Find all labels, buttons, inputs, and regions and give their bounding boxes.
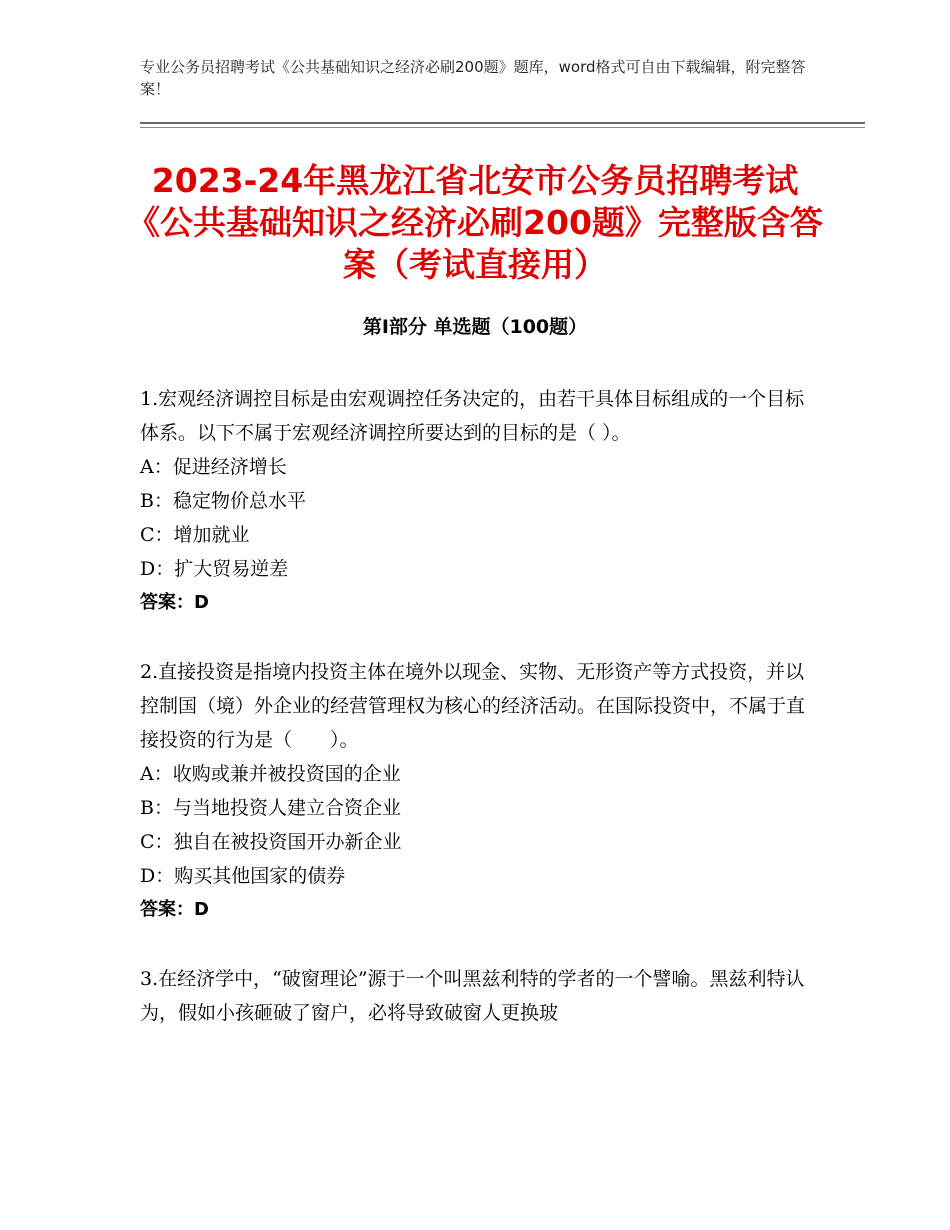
question-stem: 2.直接投资是指境内投资主体在境外以现金、实物、无形资产等方式投资，并以控制国（境）外企业的经营管理权为核心的经济活动。在国际投资中，不属于直接投资的行为是（ ）。: [140, 661, 806, 751]
question-stem: 3.在经济学中，“破窗理论”源于一个叫黑兹利特的学者的一个譬喻。黑兹利特认为，假如小孩砸破了窗户，必将导致破窗人更换玻: [140, 968, 805, 1024]
document-title: 2023-24年黑龙江省北安市公务员招聘考试《公共基础知识之经济必刷200题》完整版含答案（考试直接用）: [127, 161, 823, 284]
option-b: B：稳定物价总水平: [140, 490, 306, 512]
option-d: D：扩大贸易逆差: [140, 558, 289, 580]
question-item: [140, 382, 810, 620]
option-b: B：与当地投资人建立合资企业: [140, 797, 401, 819]
question-item: [140, 962, 810, 1030]
option-a: A：收购或兼并被投资国的企业: [140, 763, 401, 785]
option-d: D：购买其他国家的债券: [140, 865, 346, 887]
question-item: [140, 655, 810, 927]
option-c: C：增加就业: [140, 524, 250, 546]
option-a: A：促进经济增长: [140, 456, 287, 478]
question-list: [140, 382, 810, 1065]
option-c: C：独自在被投资国开办新企业: [140, 831, 402, 853]
header-note: 专业公务员招聘考试《公共基础知识之经济必刷200题》题库，word格式可自由下载编辑，附完整答案！: [140, 58, 806, 98]
header-divider-thin: [140, 127, 865, 128]
answer-label: 答案：D: [140, 899, 209, 920]
header-divider: [140, 122, 865, 124]
question-stem: 1.宏观经济调控目标是由宏观调控任务决定的，由若干具体目标组成的一个目标体系。以下不属于宏观经济调控所要达到的目标的是（ ）。: [140, 388, 805, 444]
section-title: 第Ⅰ部分 单选题（100题）: [362, 316, 588, 338]
answer-label: 答案：D: [140, 592, 209, 613]
